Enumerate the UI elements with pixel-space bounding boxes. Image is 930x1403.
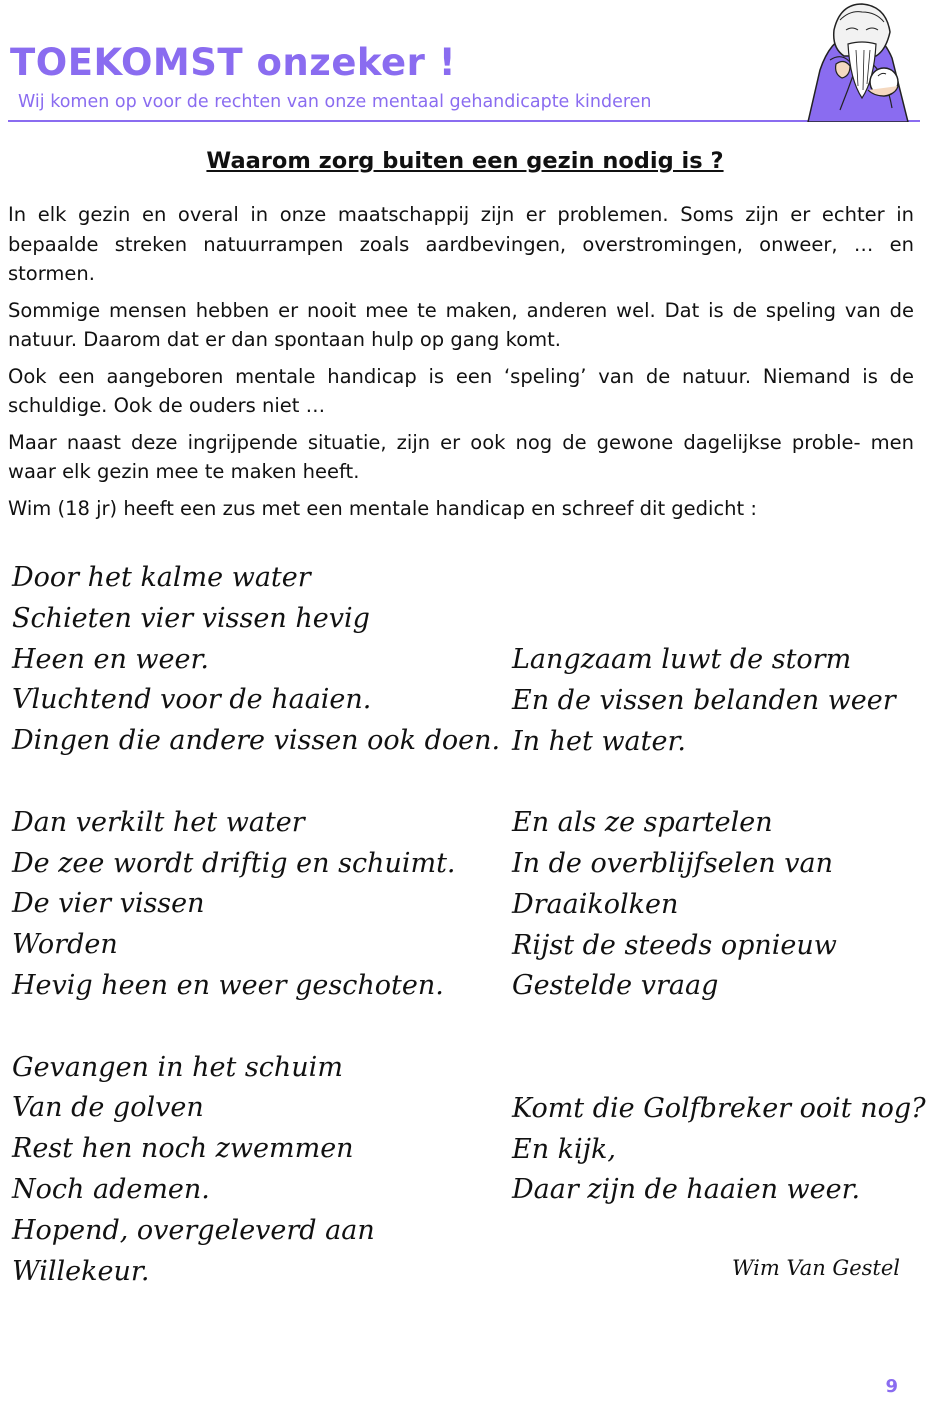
paragraph: Ook een aangeboren mentale handicap is een ‘speling’ van de natuur. Niemand is de schuldige. Ook de ouders niet …	[8, 364, 914, 417]
stanza-gap	[512, 762, 922, 803]
paragraph: Wim (18 jr) heeft een zus met een mentale handicap en schreef dit gedicht :	[8, 496, 757, 520]
poem-stanza	[512, 640, 922, 762]
brand-title: TOEKOMST onzeker !	[10, 41, 457, 84]
paragraph: Maar naast deze ingrijpende situatie, zijn er ook nog de gewone dagelijkse proble- men waar elk gezin mee te maken heeft.	[8, 430, 914, 483]
poem-line: De zee wordt driftig en schuimt.	[12, 847, 456, 879]
poem-line: Heen en weer.	[12, 643, 210, 675]
poem-line: Hopend, overgeleverd aan	[12, 1214, 375, 1246]
poem-line: Dingen die andere vissen ook doen.	[12, 725, 501, 757]
poem-line: Noch ademen.	[12, 1173, 210, 1205]
poem-line: Vluchtend voor de haaien.	[12, 684, 372, 716]
poem-right-column	[512, 640, 926, 1211]
page-header	[8, 0, 920, 124]
poem-line: Daar zijn de haaien weer.	[512, 1174, 861, 1206]
poem-stanza	[512, 1089, 926, 1211]
poem-line: Gevangen in het schuim	[12, 1051, 343, 1083]
poem-line: Schieten vier vissen hevig	[12, 602, 370, 634]
poem-line: Door het kalme water	[12, 562, 311, 593]
poem-line: Rest hen noch zwemmen	[12, 1133, 354, 1165]
poem-line: Willekeur.	[12, 1255, 150, 1287]
poem-line: Hevig heen en weer geschoten.	[12, 969, 444, 1001]
stanza-gap	[512, 1048, 922, 1089]
poem-line: Worden	[12, 929, 118, 961]
wizard-with-crystal-ball-icon	[800, 0, 920, 122]
poem-line: In de overblijfselen van	[512, 847, 833, 879]
poem-line: Draaikolken	[512, 888, 679, 920]
header-divider	[8, 120, 920, 122]
brand-subtitle: Wij komen op voor de rechten van onze mentaal gehandicapte kinderen	[18, 92, 652, 112]
article-heading: Waarom zorg buiten een gezin nodig is ?	[206, 148, 724, 174]
poem-line: En de vissen belanden weer	[512, 684, 896, 716]
stanza-gap	[12, 762, 502, 803]
poem-left-column	[12, 558, 502, 1292]
poem-line: Komt die Golfbreker ooit nog?	[512, 1092, 926, 1124]
poem-line: In het water.	[512, 725, 686, 757]
poem-line: Langzaam luwt de storm	[512, 644, 852, 675]
poem-line: De vier vissen	[12, 888, 205, 920]
poem-stanza	[12, 1048, 502, 1293]
poem-stanza	[512, 803, 922, 1007]
stanza-gap	[512, 1007, 922, 1048]
poem-line: Dan verkilt het water	[12, 806, 305, 838]
stanza-gap	[12, 1007, 502, 1048]
poem-line: Rijst de steeds opnieuw	[512, 929, 837, 961]
page-number: 9	[885, 1376, 898, 1397]
poem-line: Van de golven	[12, 1092, 204, 1124]
poem-author: Wim Van Gestel	[731, 1256, 900, 1280]
poem-line: Gestelde vraag	[512, 970, 719, 1002]
poem-line: En als ze spartelen	[512, 807, 773, 839]
poem-stanza	[12, 803, 502, 1007]
poem-stanza	[12, 558, 502, 762]
poem-line: En kijk,	[512, 1133, 616, 1165]
paragraph: In elk gezin en overal in onze maatschappij zijn er problemen. Soms zijn er echter in bepaalde streken natuurrampen zoals aardbevingen, overstromingen, onweer, … en stormen.	[8, 203, 914, 285]
article-body	[8, 200, 914, 530]
paragraph: Sommige mensen hebben er nooit mee te maken, anderen wel. Dat is de speling van de natuur. Daarom dat er dan spontaan hulp op gang komt.	[8, 298, 914, 351]
